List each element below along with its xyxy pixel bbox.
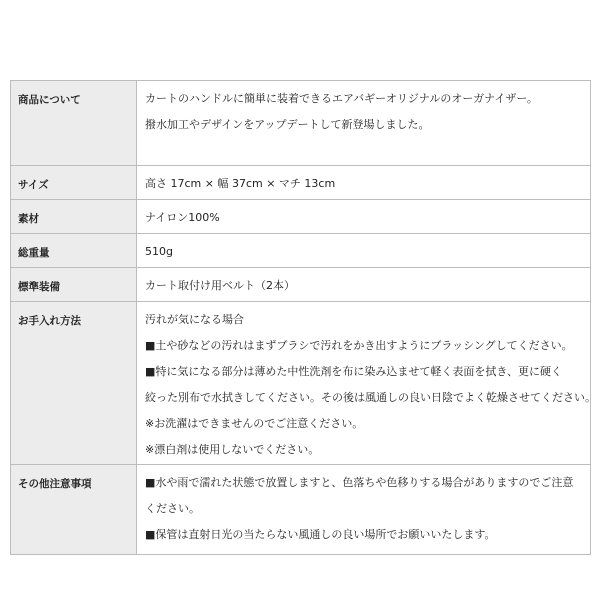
spec-table [10,80,596,555]
row-value [137,268,591,302]
row-value [137,465,591,555]
value-line: 510g [145,245,173,258]
row-value [137,81,591,166]
row-value [137,200,591,234]
value-line: 汚れが気になる場合 [145,313,244,326]
row-label: 商品について [11,81,137,166]
value-line: ※漂白剤は使用しないでください。 [145,443,320,456]
row-label: サイズ [11,166,137,200]
value-line: ■保管は直射日光の当たらない風通しの良い場所でお願いいたします。 [145,528,496,541]
value-line: ■水や雨で濡れた状態で放置しますと、色落ちや色移りする場合がありますのでご注意 [145,476,574,489]
table-row [11,234,591,268]
table-row [11,268,591,302]
value-line: ■土や砂などの汚れはまずブラシで汚れをかき出すようにブラッシングしてください。 [145,339,573,352]
value-line: ください。 [145,502,200,515]
value-line: 高さ 17cm × 幅 37cm × マチ 13cm [145,177,336,190]
row-label: 標準装備 [11,268,137,302]
table-row [11,166,591,200]
value-line: 絞った別布で水拭きしてください。その後は風通しの良い日陰でよく乾燥させてください。 [145,391,596,404]
row-value [137,302,596,465]
value-line: ■特に気になる部分は薄めた中性洗剤を布に染み込ませて軽く表面を拭き、更に硬く [145,365,562,378]
value-line: カート取付け用ベルト（2本） [145,279,295,292]
value-line: 撥水加工やデザインをアップデートして新登場しました。 [145,118,430,131]
table-row [11,302,591,465]
row-value [137,166,591,200]
row-value [137,234,591,268]
value-line: カートのハンドルに簡単に装着できるエアバギーオリジナルのオーガナイザー。 [145,92,538,105]
row-label: その他注意事項 [11,465,137,555]
row-label: 総重量 [11,234,137,268]
row-label: 素材 [11,200,137,234]
table-row [11,465,591,555]
table-row [11,200,591,234]
table-row [11,81,591,166]
value-line: ナイロン100% [145,211,220,224]
row-label: お手入れ方法 [11,302,137,465]
value-line: ※お洗濯はできませんのでご注意ください。 [145,417,364,430]
